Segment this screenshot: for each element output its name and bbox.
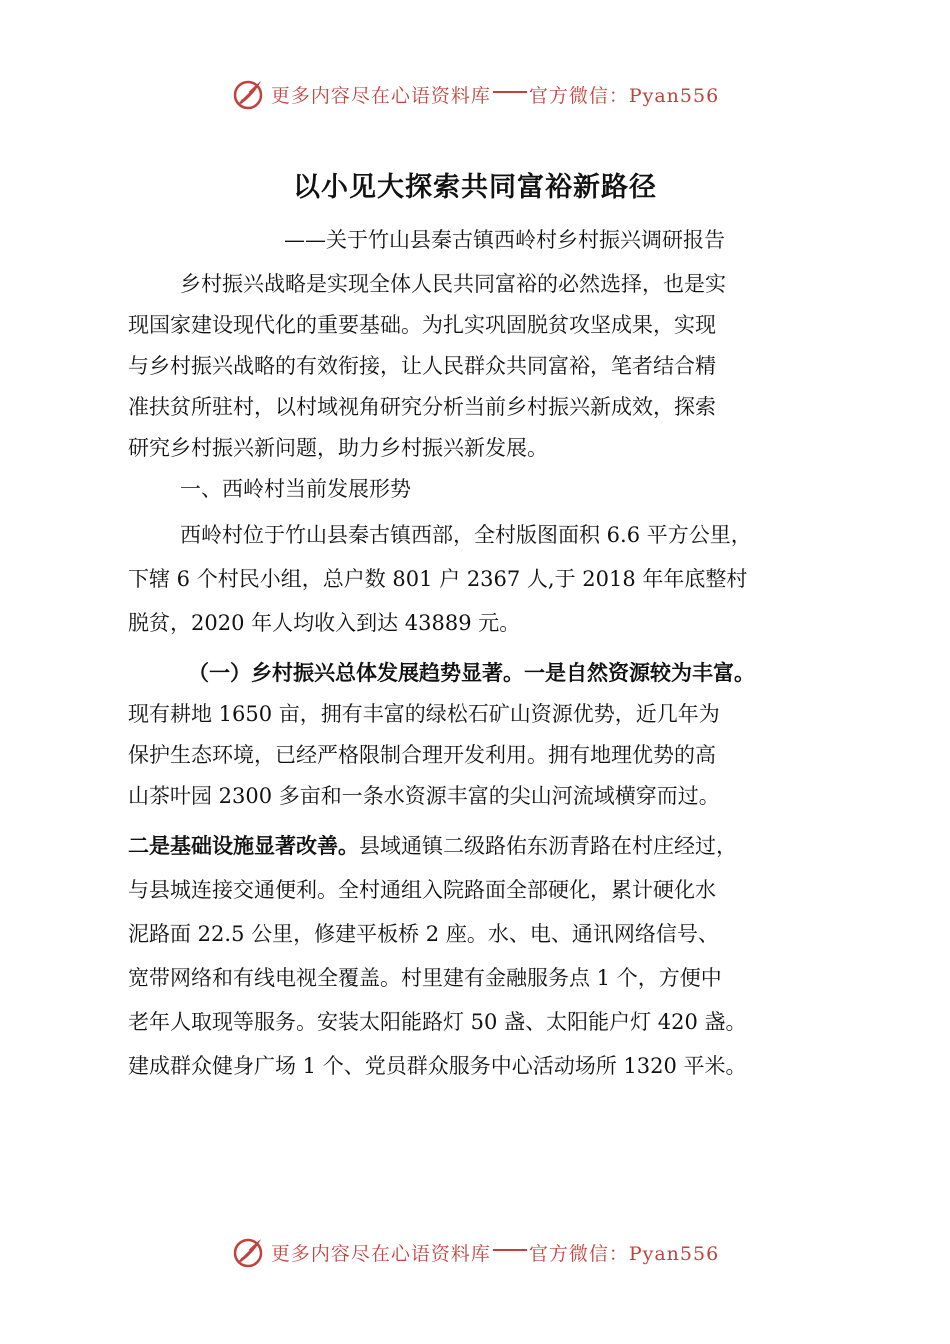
section1-line: 下辖 6 个村民小组，总户数 801 户 2367 人,于 2018 年年底整村 [128, 567, 748, 591]
quill-logo-icon [231, 1235, 265, 1269]
subsection2-paragraph [128, 826, 848, 1087]
subsection2-line: 泥路面 22.5 公里，修建平板桥 2 座。水、电、通讯网络信号、 [128, 922, 719, 946]
subsection2-line-rest: 县域通镇二级路佑东沥青路在村庄经过， [359, 834, 737, 858]
section1-line: 西岭村位于竹山县秦古镇西部，全村版图面积 6.6 平方公里， [180, 523, 752, 547]
footer-watermark [0, 1232, 950, 1272]
subsection1-heading: （一）乡村振兴总体发展趋势显著。一是自然资源较为丰富。 [188, 661, 755, 685]
subsection1-paragraph [128, 653, 848, 817]
subsection1-line: 山茶叶园 2300 多亩和一条水资源丰富的尖山河流域横穿而过。 [128, 784, 720, 808]
intro-line: 研究乡村振兴新问题，助力乡村振兴新发展。 [128, 436, 548, 460]
header-watermark [0, 74, 950, 114]
watermark-separator [493, 1249, 527, 1251]
watermark-text-main: 更多内容尽在心语资料库 [270, 84, 491, 107]
document-subtitle: ——关于竹山县秦古镇西岭村乡村振兴调研报告 [284, 228, 725, 252]
intro-line: 与乡村振兴战略的有效衔接，让人民群众共同富裕，笔者结合精 [128, 354, 716, 378]
watermark-separator [493, 91, 527, 93]
intro-line: 现国家建设现代化的重要基础。为扎实巩固脱贫攻坚成果，实现 [128, 313, 716, 337]
quill-logo-icon [231, 77, 265, 111]
intro-paragraph [128, 264, 848, 469]
section-heading [128, 469, 848, 510]
section-heading-text: 一、西岭村当前发展形势 [180, 477, 411, 501]
subsection1-line: 保护生态环境，已经严格限制合理开发利用。拥有地理优势的高 [128, 743, 716, 767]
subsection1-line: 现有耕地 1650 亩，拥有丰富的绿松石矿山资源优势，近几年为 [128, 702, 720, 726]
document-title: 以小见大探索共同富裕新路径 [293, 172, 657, 203]
subsection2-line: 宽带网络和有线电视全覆盖。村里建有金融服务点 1 个，方便中 [128, 966, 722, 990]
subsection2-line: 与县城连接交通便利。全村通组入院路面全部硬化，累计硬化水 [128, 878, 716, 902]
intro-line: 准扶贫所驻村，以村域视角研究分析当前乡村振兴新成效，探索 [128, 395, 716, 419]
subsection2-lead: 二是基础设施显著改善。 [128, 834, 359, 858]
section1-paragraph [128, 515, 848, 644]
subsection2-line: 老年人取现等服务。安装太阳能路灯 50 盏、太阳能户灯 420 盏。 [128, 1010, 747, 1034]
watermark-text-wechat: 官方微信：Pyan556 [528, 1242, 720, 1265]
subsection2-line [128, 826, 848, 867]
watermark-text-wechat: 官方微信：Pyan556 [528, 84, 720, 107]
section1-line: 脱贫，2020 年人均收入到达 43889 元。 [128, 611, 521, 635]
intro-line: 乡村振兴战略是实现全体人民共同富裕的必然选择，也是实 [180, 272, 726, 296]
subsection2-line: 建成群众健身广场 1 个、党员群众服务中心活动场所 1320 平米。 [128, 1054, 747, 1078]
watermark-text-main: 更多内容尽在心语资料库 [270, 1242, 491, 1265]
